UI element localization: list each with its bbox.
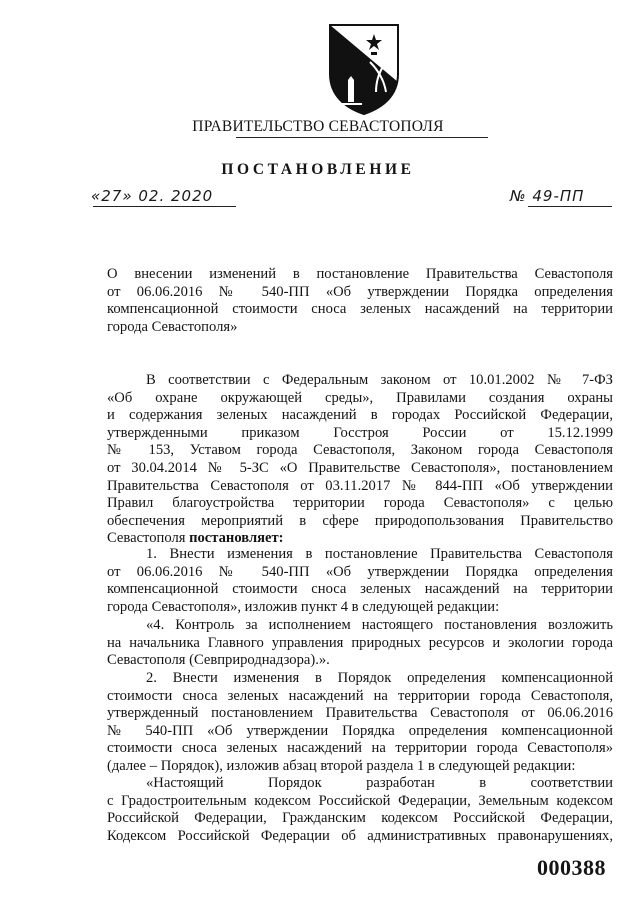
serial-number: 000388: [537, 855, 606, 880]
text-line: «Настоящий Порядок разработан в соответствии: [146, 775, 613, 791]
text-line: Севастополя (Севприроднадзора).».: [107, 652, 330, 669]
item-2-paragraph: [107, 670, 613, 776]
text-line: № 540-ПП «Об утверждении Порядка определения компенсационной: [107, 722, 613, 739]
text-line: Правительства Севастополя от 03.11.2017 № 844-ПП «Об утверждении: [107, 477, 613, 494]
text-line: утвержденный постановлением Правительства Севастополя от 06.06.2016: [107, 705, 613, 722]
resolution-title: [107, 266, 613, 336]
text-line: города Севастополя», изложив пункт 4 в следующей редакции:: [107, 598, 500, 615]
text-line: «4. Контроль за исполнением настоящего постановления возложить: [146, 617, 613, 633]
text-line: от 30.04.2014 № 5-ЗС «О Правительстве Севастополя», постановлением: [107, 459, 613, 476]
text-line: от 06.06.2016 № 540-ПП «Об утверждении Порядка определения: [107, 563, 613, 580]
text-line: обеспечения мероприятий в сфере природопользования Правительство: [107, 512, 613, 529]
text-line: города Севастополя»: [107, 318, 238, 335]
text-line: 2. Внести изменения в Порядок определения компенсационной: [146, 670, 613, 686]
item-2-quote: [107, 775, 613, 845]
title-underline: [236, 137, 488, 138]
text-line: (далее – Порядок), изложив абзац второй раздела 1 в следующей редакции:: [107, 757, 576, 774]
text-line: утвержденными приказом Госстроя России от 15.12.1999: [107, 424, 613, 441]
resolves-keyword: постановляет:: [189, 530, 284, 547]
preamble-last-word: Севастополя: [107, 530, 186, 547]
text-line: от 06.06.2016 № 540-ПП «Об утверждении Порядка определения: [107, 283, 613, 300]
shield-icon: [326, 22, 402, 116]
text-line: компенсационной стоимости сноса зеленых насаждений на территории: [107, 581, 613, 598]
document-number: № 49-ПП: [510, 187, 585, 205]
text-line: стоимости сноса зеленых насаждений на территории города Севастополя,: [107, 687, 613, 704]
text-line: О внесении изменений в постановление Правительства Севастополя: [107, 266, 613, 282]
coat-of-arms-emblem: [326, 22, 402, 116]
text-line: с Градостроительным кодексом Российской Федерации, Земельным кодексом: [107, 792, 613, 809]
text-line: Правил благоустройства территории города Севастополя» с целью: [107, 495, 613, 512]
text-line: «Об охране окружающей среды», Правилами создания охраны: [107, 389, 613, 406]
date-underline: [93, 206, 236, 207]
text-line: № 153, Уставом города Севастополя, Законом города Севастополя: [107, 442, 613, 459]
text-line: на начальника Главного управления природных ресурсов и экологии города: [107, 634, 613, 651]
text-line: компенсационной стоимости сноса зеленых насаждений на территории: [107, 301, 613, 318]
text-line: стоимости сноса зеленых насаждений на территории города Севастополя»: [107, 740, 613, 757]
government-name: ПРАВИТЕЛЬСТВО СЕВАСТОПОЛЯ: [192, 118, 444, 135]
text-line: Российской Федерации, Гражданским кодексом Российской Федерации,: [107, 810, 613, 827]
text-line: Кодексом Российской Федерации об административных правонарушениях,: [107, 827, 613, 844]
text-line: 1. Внести изменения в постановление Правительства Севастополя: [146, 546, 613, 562]
text-line: В соответствии с Федеральным законом от 10.01.2002 № 7-ФЗ: [146, 372, 613, 388]
text-line: и содержания зеленых насаждений в городах Российской Федерации,: [107, 407, 613, 424]
item-1-paragraph: [107, 546, 613, 616]
number-underline: [528, 206, 612, 207]
document-date: «27» 02. 2020: [91, 187, 214, 205]
preamble-paragraph: [107, 372, 613, 548]
item-1-quote: [107, 617, 613, 670]
document-type: ПОСТАНОВЛЕНИЕ: [221, 161, 415, 178]
